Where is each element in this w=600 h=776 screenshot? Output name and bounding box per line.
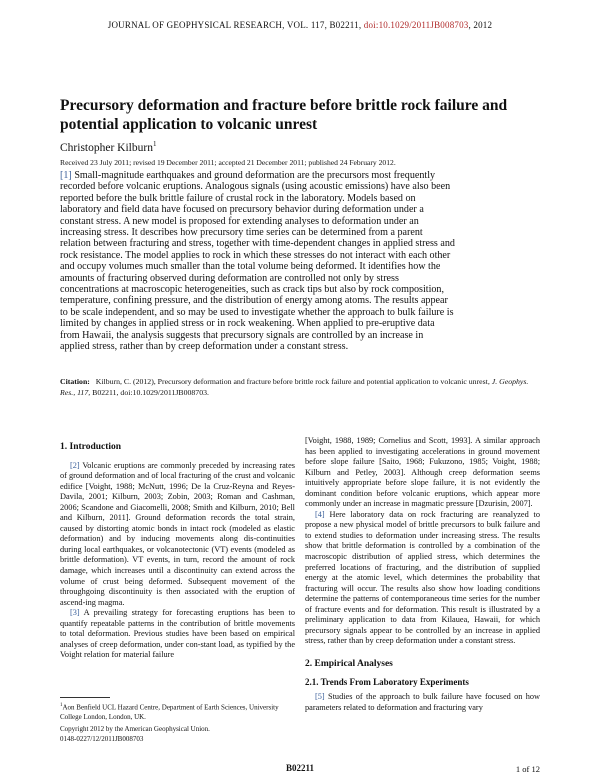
paragraph-text: Here laboratory data on rock fracturing are reanalyzed to propose a new physical model of brittle precursors to bulk failure and to extend studies to deformation under increasing stress. The results show that brittle deformation is controlled by a combination of the macroscopic distribution of applied stress, which determines the preferred locations of fracturing, and the distribution of supplied energy at the atomic level, which determines the probability that fracturing will occur. The results also show how loading conditions determine the patterns of contemporaneous time series for the number of fracture events and for deformation. This result is illustrated by a preliminary application to data from Kilauea, Hawaii, for which precursory signals appear to be controlled by an increase in applied stress, rather than by creep deformation under a constant stress. (305, 509, 540, 646)
right-column (305, 436, 540, 713)
paper-title: Precursory deformation and fracture before brittle rock failure and potential application to volcanic unrest (60, 97, 508, 133)
paragraph-4 (305, 510, 540, 647)
section-heading-introduction: 1. Introduction (60, 442, 122, 452)
copyright-line: Copyright 2012 by the American Geophysical Union. (60, 725, 210, 733)
subsection-heading-laboratory-trends: 2.1. Trends From Laboratory Experiments (305, 677, 469, 688)
journal-line: JOURNAL OF GEOPHYSICAL RESEARCH, VOL. 117, B02211, (107, 20, 362, 30)
paragraph-5 (305, 692, 540, 713)
author-name: Christopher Kilburn (60, 141, 153, 154)
left-column (60, 436, 295, 661)
abstract (60, 170, 455, 353)
footnote-text: Aon Benfield UCL Hazard Centre, Department of Earth Sciences, University College London, London, UK. (60, 703, 279, 721)
paragraph-2 (60, 461, 295, 609)
footnote (60, 701, 295, 722)
citation-journal: J. Geophys. Res., 117, (60, 377, 529, 397)
paragraph-number[interactable]: [5] (315, 692, 325, 702)
author-affiliation-mark[interactable]: 1 (152, 140, 157, 148)
paragraph-text: Studies of the approach to bulk failure have focused on how parameters related to deformation and fracturing vary (305, 692, 541, 712)
paragraph-text: Volcanic eruptions are commonly preceded by increasing rates of ground deformation and of local fracturing of the crust and volcanic edifice [Voight, 1988; McNutt, 1996; De la Cruz-Reyna and Reyes-Davila, 2001; Kilburn, 2003; Zobin, 2003; Roman and Cashman, 2006; Scandone and Giacomelli, 2008; Smith and Kilburn, 2010; Bell and Kilburn, 2011]. Ground deformation records the total strain, caused by distorting atomic bonds in intact rock (modeled as elastic deformation) and by inducing movements along dis-continuities during local earthquakes, or volcanotectonic (VT) events (modeled as brittle deformation). VT events, in turn, record the amount of rock damage, which increases until a discontinuity can extend across the volume of crust being deformed. Subsequent movement of the throughgoing discontinuity is then associated with the eruption of ascend-ing magma. (60, 460, 295, 607)
section-heading-empirical-analyses: 2. Empirical Analyses (305, 658, 393, 669)
author-line (60, 140, 156, 154)
page-number: 1 of 12 (515, 764, 540, 774)
received-dates: Received 23 July 2011; revised 19 December 2011; accepted 21 December 2011; published 24 February 2012. (60, 158, 396, 167)
citation-label: Citation: (60, 377, 90, 386)
paragraph-number[interactable]: [3] (70, 608, 80, 618)
copyright (60, 725, 295, 744)
journal-year: , 2012 (468, 20, 493, 30)
abstract-text: Small-magnitude earthquakes and ground deformation are the precursors most frequently recorded before volcanic eruptions. Analogous signals (using acoustic emissions) have also been reported before the bulk brittle failure of crustal rock in the laboratory. Models based on laboratory and field data have focused on precursory behavior during deformation under a constant stress. A new model is proposed for extending analyses to deformation under an increasing stress. It describes how precursory time series can be determined from a parent relation between fracturing and stress, together with time-dependent changes in applied stress and rock resistance. The model applies to rock in which these stresses do not interact with each other and occupy volumes much smaller than the total volume being deformed. It identifies how the amounts of fracturing observed during deformation are controlled not only by stress concentrations at macroscopic heterogeneities, such as crack tips but also by rock composition, temperature, confining pressure, and the distribution of energy among atoms. The results appear to be scale independent, and so may be used to investigate whether the approach to bulk failure is limited by changes in applied stress or in rock weakening. When applied to pre-eruptive data from Hawaii, the analysis suggests that precursory signals are controlled by an increase in applied stress, rather than by creep deformation under a constant stress. (60, 170, 455, 353)
paragraph-number[interactable]: [4] (315, 509, 325, 519)
running-head (0, 20, 600, 30)
paragraph-number[interactable]: [2] (70, 460, 80, 470)
paragraph-text: A prevailing strategy for forecasting eruptions has been to quantify repeatable patterns in the contribution of brittle movements to total deformation. Previous studies have been based on empirical analyses of creep deformation, under con-stant load, as typified by the Voight relation for material failure (60, 608, 295, 660)
footnote-mark: 1 (60, 703, 63, 708)
citation-block (60, 376, 540, 398)
abstract-paragraph-number[interactable]: [1] (60, 170, 72, 181)
paragraph-3-continued: [Voight, 1988, 1989; Cornelius and Scott, 1993]. A similar approach has been applied to investigating accelerations in ground movement before slope failure [Saito, 1968; Fukuzono, 1985; Voight, 1988; Kilburn and Petley, 2003]. Although creep deformation seems intuitively appropriate before slope failure, it is not evidently the dominant condition before volcanic eruptions, which appear more commonly under an increase in magmatic pressure [Dzurisin, 2007]. (305, 436, 540, 509)
article-folio: B02211 (285, 763, 314, 773)
citation-text: Kilburn, C. (2012), Precursory deformation and fracture before brittle rock failure and potential application to volcanic unrest, (95, 377, 490, 386)
footnote-divider (60, 697, 110, 698)
paragraph-3 (60, 608, 295, 661)
doi-link[interactable]: doi:10.1029/2011JB008703 (363, 20, 469, 30)
citation-doi: B02211, doi:10.1029/2011JB008703. (92, 388, 209, 397)
copyright-code: 0148-0227/12/2011JB008703 (60, 734, 144, 743)
